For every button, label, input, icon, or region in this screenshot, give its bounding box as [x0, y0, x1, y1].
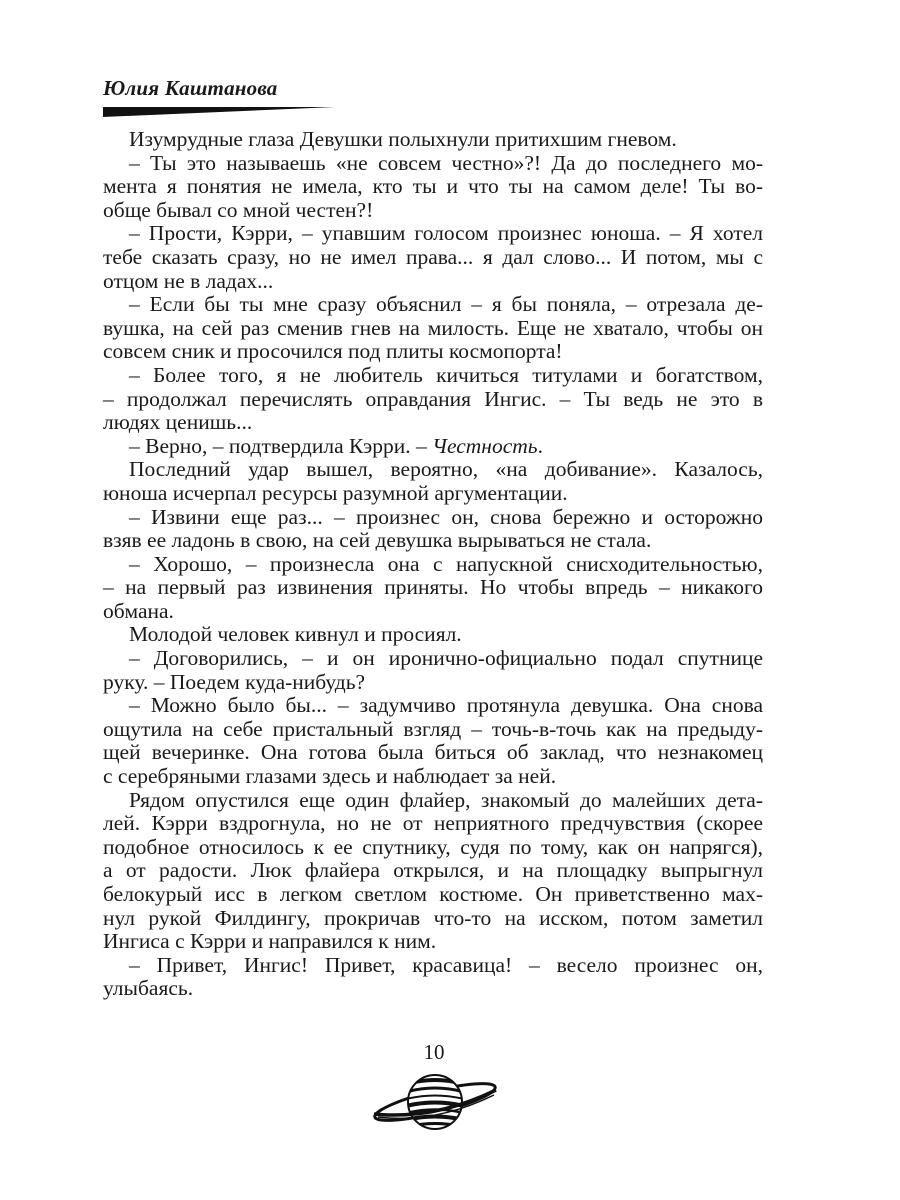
text-line: [103, 270, 763, 294]
text-line-content: – продолжал перечислять оправдания Ингис. – Ты ведь не это в: [103, 386, 763, 411]
text-line-content: а от радости. Люк флайера открылся, и на площадку выпрыгнул: [103, 858, 763, 883]
text-line-content: руку. – Поедем куда-нибудь?: [103, 669, 366, 694]
running-header: [103, 76, 343, 126]
text-line-content: мента я понятия не имела, кто ты и что ты на самом деле! Ты во-: [103, 174, 763, 199]
text-line-content: тебе сказать сразу, но не имел права... я дал слово... И потом, мы с: [103, 244, 763, 269]
text-line-content: щей вечеринке. Она готова была биться об заклад, что незнакомец: [103, 740, 763, 765]
text-line-content: – Можно было бы... – задумчиво протянула девушка. Она снова: [129, 693, 763, 718]
text-line: [103, 293, 763, 317]
text-line: [103, 623, 763, 647]
text-line-content: белокурый исс в легком светлом костюме. Он приветственно мах-: [103, 882, 763, 906]
text-line: [103, 836, 763, 860]
text-line-content: взяв ее ладонь в свою, на сей девушка вырываться не стала.: [103, 528, 652, 553]
text-line: [103, 859, 763, 883]
text-line-content: ощутила на себе пристальный взгляд – точь-в-точь как на предыду-: [103, 716, 763, 741]
text-line: [103, 482, 763, 506]
text-line-content: нул рукой Филдингу, прокричав что-то на исском, потом заметил: [103, 905, 763, 930]
text-line-content: вушка, на сей раз сменив гнев на милость. Еще не хватало, чтобы он: [103, 315, 763, 340]
text-line-content: – на первый раз извинения приняты. Но чтобы впредь – никакого: [103, 575, 763, 600]
text-line-content: обмана.: [103, 598, 174, 623]
text-line-content: – Ты это называешь «не совсем честно»?! Да до последнего мо-: [129, 150, 763, 175]
text-line: [103, 340, 763, 364]
text-line-content: Рядом опустился еще один флайер, знакомый до малейших дета-: [129, 787, 763, 812]
text-line: [103, 741, 763, 765]
text-line-content: лей. Кэрри вздрогнула, но не от неприятного предчувствия (скорее: [103, 811, 763, 836]
planet-icon: [370, 1062, 500, 1142]
text-line-content: – Привет, Ингис! Привет, красавица! – весело произнес он,: [129, 952, 763, 977]
text-line-content: с серебряными глазами здесь и наблюдает за ней.: [103, 764, 557, 789]
header-rule: [103, 104, 335, 118]
text-line: [103, 411, 763, 435]
text-line-content: Ингиса с Кэрри и направился к ним.: [103, 929, 437, 954]
text-line-content: – Договорились, – и он иронично-официально подал спутнице: [129, 646, 763, 671]
text-line: [103, 435, 763, 459]
text-line: [103, 907, 763, 931]
page-number: 10: [423, 1040, 445, 1064]
text-line: [103, 553, 763, 577]
text-line-content: совсем сник и просочился под плиты космопорта!: [103, 339, 563, 364]
text-line-content: подобное относилось к ее спутнику, судя по тому, как он напрягся),: [103, 834, 763, 859]
text-line: [103, 977, 763, 1001]
text-line: [103, 671, 763, 695]
text-line: [103, 765, 763, 789]
text-line: [103, 199, 763, 223]
text-line: [103, 954, 763, 978]
text-line-content: отцом не в ладах...: [103, 268, 274, 293]
text-line: [103, 175, 763, 199]
text-line-content: – Прости, Кэрри, – упавшим голосом произнес юноша. – Я хотел: [129, 221, 763, 246]
text-line-content: – Верно, – подтвердила Кэрри. –: [129, 433, 433, 458]
text-line-content: юноша исчерпал ресурсы разумной аргументации.: [103, 480, 568, 505]
text-line: [103, 152, 763, 176]
text-line: [103, 364, 763, 388]
text-line-content: улыбаясь.: [103, 976, 194, 1001]
text-line: [103, 883, 763, 907]
text-line: [103, 600, 763, 624]
author-name: Юлия Каштанова: [103, 76, 278, 100]
text-line: [103, 576, 763, 600]
text-line: [103, 694, 763, 718]
text-line-content: – Извини еще раз... – произнес он, снова бережно и осторожно: [129, 504, 763, 529]
text-line-content: Молодой человек кивнул и просиял.: [129, 622, 462, 647]
text-line-content: Последний удар вышел, вероятно, «на добивание». Казалось,: [129, 457, 763, 482]
text-line: [103, 222, 763, 246]
text-line-content: – Если бы ты мне сразу объяснил – я бы поняла, – отрезала де-: [129, 292, 763, 317]
text-line: [103, 529, 763, 553]
text-line: [103, 458, 763, 482]
text-line-content: людях ценишь...: [103, 410, 253, 435]
text-line: [103, 647, 763, 671]
text-line: [103, 506, 763, 530]
text-line: [103, 128, 763, 152]
text-line-tail: .: [537, 433, 543, 458]
text-line-content: – Хорошо, – произнесла она с напускной снисходительностью,: [129, 551, 763, 576]
text-line-content: обще бывал со мной честен?!: [103, 197, 374, 222]
emphasized-word: Честность: [432, 433, 538, 458]
text-line: [103, 246, 763, 270]
body-text: [103, 128, 763, 1001]
text-line: [103, 789, 763, 813]
text-line: [103, 388, 763, 412]
text-line: [103, 930, 763, 954]
text-line-content: – Более того, я не любитель кичиться титулами и богатством,: [129, 362, 763, 387]
text-line: [103, 317, 763, 341]
text-line: [103, 812, 763, 836]
text-line: [103, 718, 763, 742]
text-line-content: Изумрудные глаза Девушки полыхнули притихшим гневом.: [129, 127, 677, 151]
